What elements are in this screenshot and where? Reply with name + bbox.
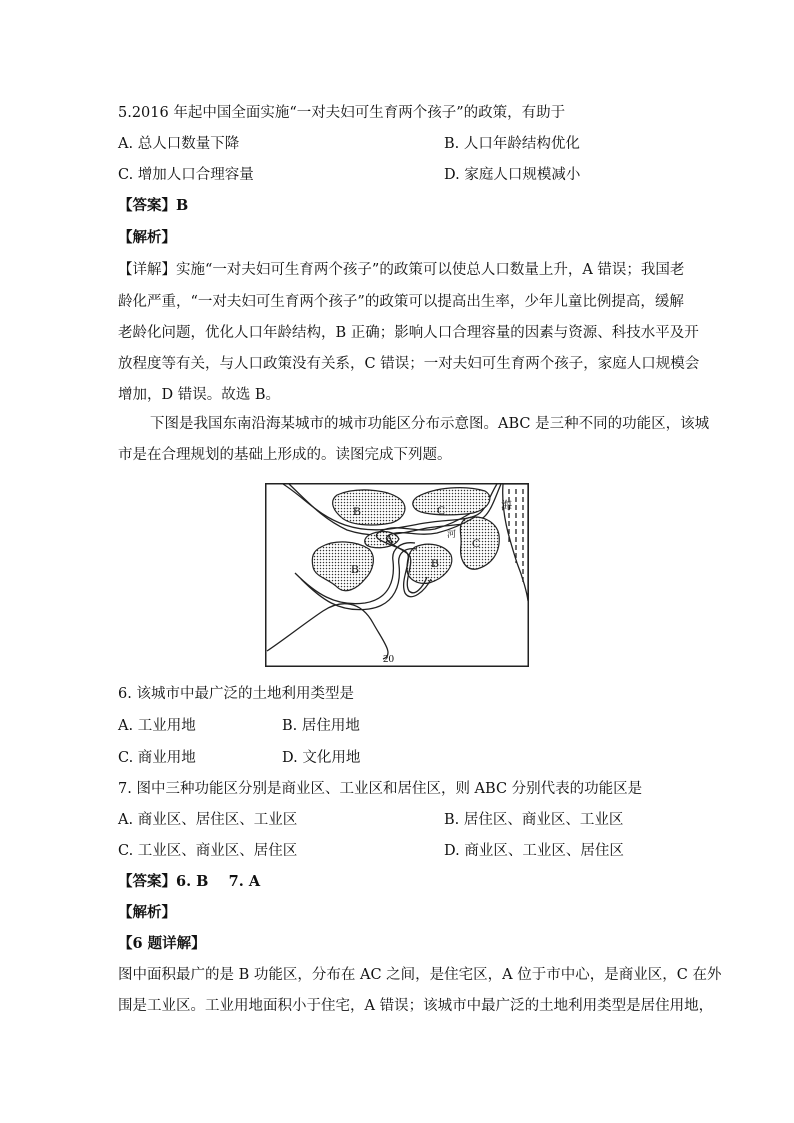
q7-option-a: A. 商业区、居住区、工业区 <box>118 812 298 828</box>
q5-option-b: B. 人口年龄结构优化 <box>444 136 580 152</box>
q5-detail-line: 放程度等有关，与人口政策没有关系，C 错误；一对夫妇可生育两个孩子，家庭人口规模会 <box>118 356 700 372</box>
q6-detail-heading: 【6 题详解】 <box>118 935 206 952</box>
q5-detail-line: 【详解】实施“一对夫妇可生育两个孩子”的政策可以使总人口数量上升，A 错误；我国老 <box>118 262 685 278</box>
label-c: C <box>472 536 481 550</box>
q5-option-c: C. 增加人口合理容量 <box>118 167 254 183</box>
label-b: B <box>351 562 360 576</box>
q7-option-c: C. 工业区、商业区、居住区 <box>118 843 298 859</box>
q6-detail-line: 图中面积最广的是 B 功能区，分布在 AC 之间，是住宅区，A 位于市中心，是商业区，C 在外 <box>118 967 722 983</box>
label-sea: 海 <box>501 499 512 512</box>
q6-option-d: D. 文化用地 <box>282 750 361 766</box>
q5-stem: 5.2016 年起中国全面实施“一对夫妇可生育两个孩子”的政策，有助于 <box>118 105 566 121</box>
passage-line: 下图是我国东南沿海某城市的城市功能区分布示意图。ABC 是三种不同的功能区，该城 <box>150 416 710 432</box>
q6-detail-line: 围是工业区。工业用地面积小于住宅，A 错误；该城市中最广泛的土地利用类型是居住用地， <box>118 998 714 1014</box>
q7-option-d: D. 商业区、工业区、居住区 <box>444 843 624 859</box>
city-function-zone-map <box>265 483 529 667</box>
label-river: 河 <box>447 530 457 540</box>
q6-option-a: A. 工业用地 <box>118 718 196 734</box>
label-c: C <box>437 503 446 517</box>
q67-answer: 【答案】6. B 7. A <box>118 873 261 890</box>
q6-stem: 6. 该城市中最广泛的土地利用类型是 <box>118 686 354 702</box>
zone-b-north <box>333 490 405 525</box>
q6-option-c: C. 商业用地 <box>118 750 196 766</box>
q5-option-d: D. 家庭人口规模减小 <box>444 167 581 183</box>
label-a: A <box>385 532 394 546</box>
q67-analysis-heading: 【解析】 <box>118 904 176 921</box>
q5-detail-line: 老龄化问题，优化人口年龄结构，B 正确；影响人口合理容量的因素与资源、科技水平及开 <box>118 325 699 341</box>
label-b: B <box>353 504 362 518</box>
label-b: B <box>431 556 440 570</box>
q5-analysis-heading: 【解析】 <box>118 229 176 246</box>
q5-detail-line: 增加，D 错误。故选 B。 <box>118 387 280 403</box>
q7-stem: 7. 图中三种功能区分别是商业区、工业区和居住区，则 ABC 分别代表的功能区是 <box>118 781 643 797</box>
q5-option-a: A. 总人口数量下降 <box>118 136 240 152</box>
passage-line: 市是在合理规划的基础上形成的。读图完成下列题。 <box>118 447 452 463</box>
label-contour: 20 <box>383 653 394 665</box>
q7-option-b: B. 居住区、商业区、工业区 <box>444 812 624 828</box>
q5-answer: 【答案】B <box>118 197 189 214</box>
q6-option-b: B. 居住用地 <box>282 718 360 734</box>
q5-detail-line: 龄化严重，“一对夫妇可生育两个孩子”的政策可以提高出生率，少年儿童比例提高，缓解 <box>118 294 684 310</box>
